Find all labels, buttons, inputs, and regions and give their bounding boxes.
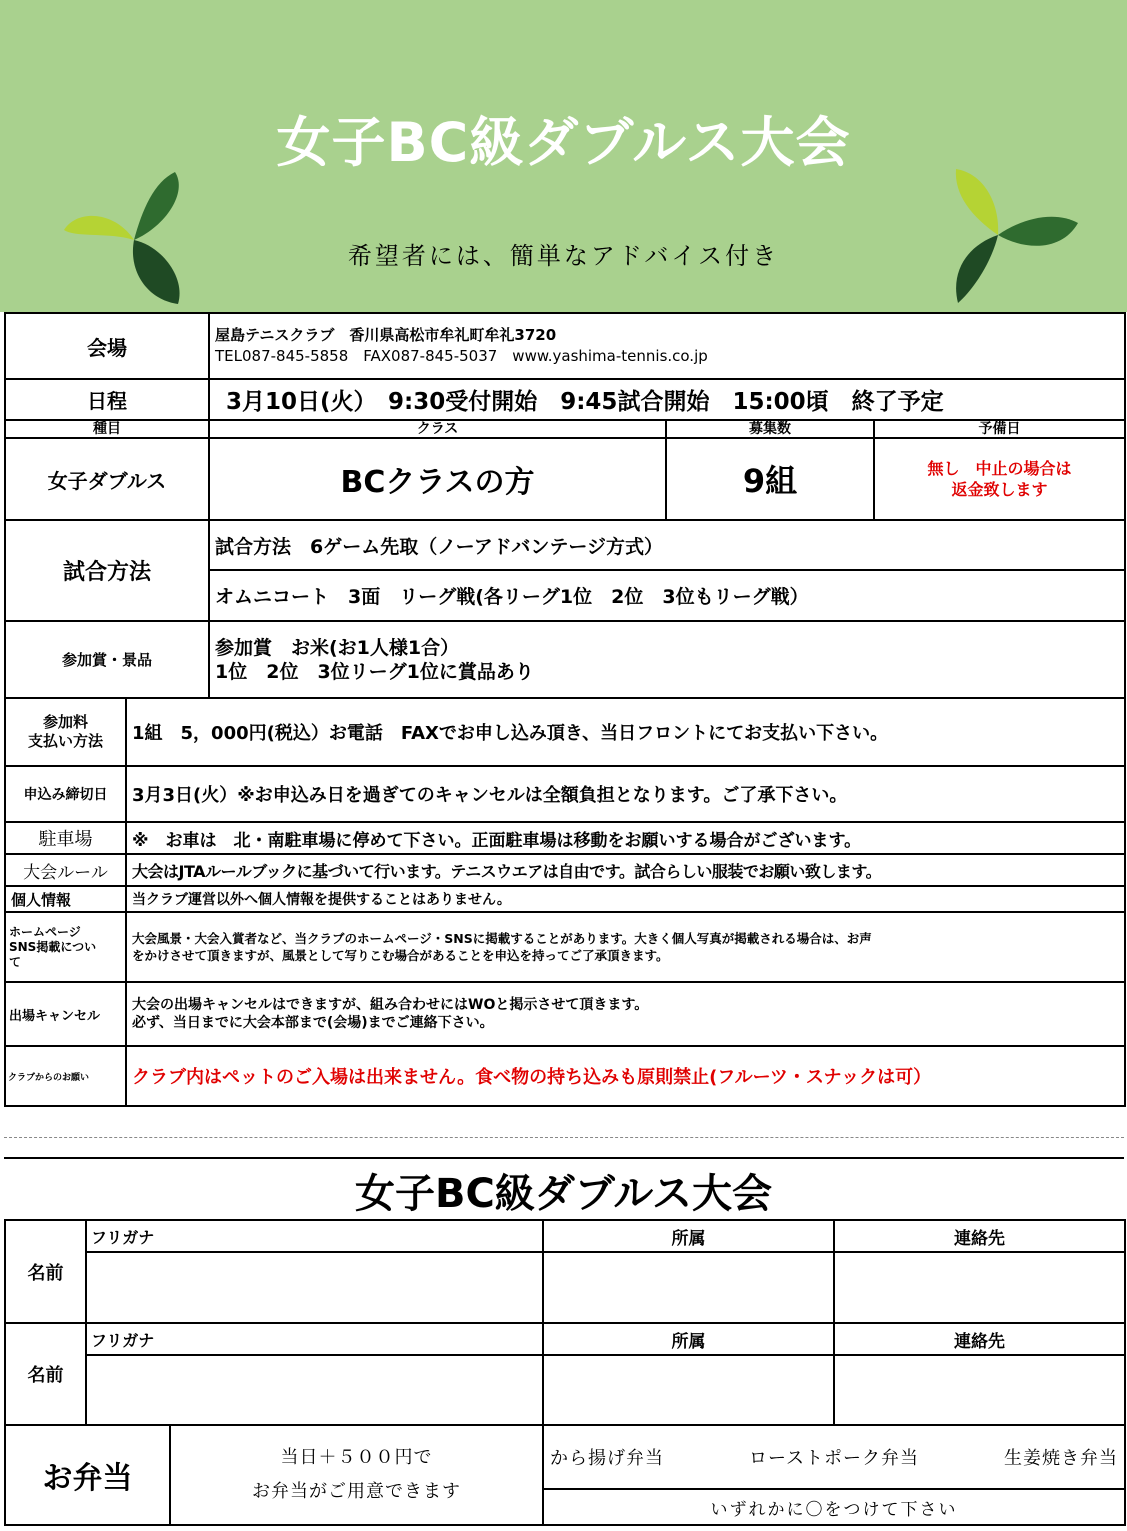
- info-table: [4, 312, 1126, 1107]
- bento-options: [543, 1425, 1125, 1489]
- privacy-value: 当クラブ運営以外へ個人情報を提供することはありません。: [126, 886, 1125, 912]
- rules-row: [5, 854, 1125, 886]
- entry1-furigana-label: フリガナ: [86, 1220, 543, 1252]
- event-reserve-line1: 無し 中止の場合は: [927, 459, 1072, 478]
- cut-line: [4, 1137, 1124, 1138]
- cancel-line2: 必ず、当日までに大会本部まで(会場)までご連絡下さい。: [132, 1015, 494, 1031]
- sns-label: [5, 912, 126, 982]
- page-title: 女子BC級ダブルス大会: [276, 111, 851, 174]
- event-reserve-line2: 返金致します: [951, 480, 1048, 499]
- entry1-input-row: [5, 1252, 1125, 1323]
- parking-row: [5, 822, 1125, 854]
- venue-value: [209, 313, 1125, 379]
- privacy-label: 個人情報: [5, 886, 126, 912]
- entry1-contact-label: 連絡先: [834, 1220, 1125, 1252]
- event-capacity: 9組: [666, 438, 874, 520]
- fee-value: 1組 5，000円(税込）お電話 FAXでお申し込み頂き、当日フロントにてお支払い下さい。: [126, 698, 1125, 766]
- venue-label: 会場: [5, 313, 209, 379]
- bento-note-line2: お弁当がご用意できます: [252, 1481, 461, 1502]
- entry1-affiliation-field[interactable]: [543, 1252, 834, 1323]
- header-banner: [0, 0, 1127, 312]
- fee-label: [5, 698, 126, 766]
- event-row: [5, 438, 1125, 520]
- entry1-name-field[interactable]: [86, 1252, 543, 1323]
- page-subtitle: 希望者には、簡単なアドバイス付き: [347, 242, 780, 270]
- venue-contact: TEL087-845-5858 FAX087-845-5037 www.yashima-tennis.co.jp: [215, 347, 708, 365]
- entry1-contact-field[interactable]: [834, 1252, 1125, 1323]
- entry2-affiliation-field[interactable]: [543, 1355, 834, 1425]
- entry1-name-label: 名前: [5, 1220, 86, 1323]
- entry2-affiliation-label: 所属: [543, 1323, 834, 1355]
- entry1-header-row: [5, 1220, 1125, 1252]
- match-row: [5, 520, 1125, 570]
- venue-row: [5, 313, 1125, 379]
- bento-row: [5, 1425, 1125, 1489]
- entry2-name-label: 名前: [5, 1323, 86, 1425]
- prize-line2: 1位 2位 3位リーグ1位に賞品あり: [215, 660, 534, 683]
- venue-address: 屋島テニスクラブ 香川県高松市牟礼町牟礼3720: [215, 326, 557, 344]
- fee-row: [5, 698, 1125, 766]
- bento-note: [170, 1425, 543, 1525]
- bento-instruction: いずれかに〇をつけて下さい: [543, 1489, 1125, 1525]
- cancel-line1: 大会の出場キャンセルはできますが、組み合わせにはWOと掲示させて頂きます。: [132, 997, 649, 1013]
- entry2-contact-label: 連絡先: [834, 1323, 1125, 1355]
- schedule-row: [5, 379, 1125, 420]
- bento-option-karaage[interactable]: から揚げ弁当: [550, 1448, 665, 1469]
- request-row: [5, 1046, 1125, 1106]
- bento-option-ginger-pork[interactable]: 生姜焼き弁当: [1004, 1448, 1118, 1469]
- sns-label-line1: ホームページ: [9, 924, 81, 939]
- form-top-rule: [4, 1157, 1124, 1159]
- event-class: BCクラスの方: [209, 438, 666, 520]
- entry2-input-row: [5, 1355, 1125, 1425]
- privacy-row: [5, 886, 1125, 912]
- event-type-header: 種目: [5, 420, 209, 438]
- deadline-label: 申込み締切日: [5, 766, 126, 822]
- sns-row: [5, 912, 1125, 982]
- entry2-name-field[interactable]: [86, 1355, 543, 1425]
- bento-label: お弁当: [5, 1425, 170, 1525]
- fee-label-line1: 参加料: [42, 713, 88, 731]
- deadline-row: [5, 766, 1125, 822]
- match-label: 試合方法: [5, 520, 209, 621]
- prize-row: [5, 621, 1125, 698]
- cancel-row: [5, 982, 1125, 1046]
- application-form: [4, 1219, 1126, 1526]
- sns-label-line2: SNS掲載につい: [9, 939, 97, 954]
- prize-label: 参加賞・景品: [5, 621, 209, 698]
- event-capacity-header: 募集数: [666, 420, 874, 438]
- prize-line1: 参加賞 お米(お1人様1合）: [215, 636, 460, 659]
- schedule-value: 3月10日(火） 9:30受付開始 9:45試合開始 15:00頃 終了予定: [209, 379, 1125, 420]
- entry2-contact-field[interactable]: [834, 1355, 1125, 1425]
- match-courts: オムニコート 3面 リーグ戦(各リーグ1位 2位 3位もリーグ戦）: [209, 570, 1125, 621]
- bento-option-roast-pork[interactable]: ローストポーク弁当: [748, 1448, 920, 1469]
- fee-label-line2: 支払い方法: [27, 732, 103, 750]
- sns-label-line3: て: [9, 954, 22, 969]
- bento-note-line1: 当日＋５００円で: [280, 1447, 433, 1468]
- rules-label: 大会ルール: [5, 854, 126, 886]
- event-type: 女子ダブルス: [5, 438, 209, 520]
- prize-value: [209, 621, 1125, 698]
- match-format: 試合方法 6ゲーム先取（ノーアドバンテージ方式）: [209, 520, 1125, 570]
- sns-value: [126, 912, 1125, 982]
- event-reserve-header: 予備日: [874, 420, 1125, 438]
- request-label: クラブからのお願い: [5, 1046, 126, 1106]
- parking-label: 駐車場: [5, 822, 126, 854]
- schedule-label: 日程: [5, 379, 209, 420]
- sns-line1: 大会風景・大会入賞者など、当クラブのホームページ・SNSに掲載することがあります。大きく個人写真が掲載される場合は、お声: [132, 931, 872, 946]
- entry2-furigana-label: フリガナ: [86, 1323, 543, 1355]
- parking-value: ※ お車は 北・南駐車場に停めて下さい。正面駐車場は移動をお願いする場合がございます。: [126, 822, 1125, 854]
- rules-value: 大会はJTAルールブックに基づいて行います。テニスウエアは自由です。試合らしい服装でお願い致します。: [126, 854, 1125, 886]
- cancel-label: 出場キャンセル: [5, 982, 126, 1046]
- clover-right-icon: [952, 165, 1082, 310]
- event-class-header: クラス: [209, 420, 666, 438]
- cancel-value: [126, 982, 1125, 1046]
- form-title: 女子BC級ダブルス大会: [354, 1171, 773, 1217]
- sns-line2: をかけさせて頂きますが、風景として写りこむ場合があることを申込を持ってご了承頂きます。: [132, 948, 669, 963]
- entry1-affiliation-label: 所属: [543, 1220, 834, 1252]
- event-reserve: [874, 438, 1125, 520]
- request-value: クラブ内はペットのご入場は出来ません。食べ物の持ち込みも原則禁止(フルーツ・スナックは可）: [126, 1046, 1125, 1106]
- entry2-header-row: [5, 1323, 1125, 1355]
- deadline-value: 3月3日(火）※お申込み日を過ぎてのキャンセルは全額負担となります。ご了承下さい。: [126, 766, 1125, 822]
- event-header-row: [5, 420, 1125, 438]
